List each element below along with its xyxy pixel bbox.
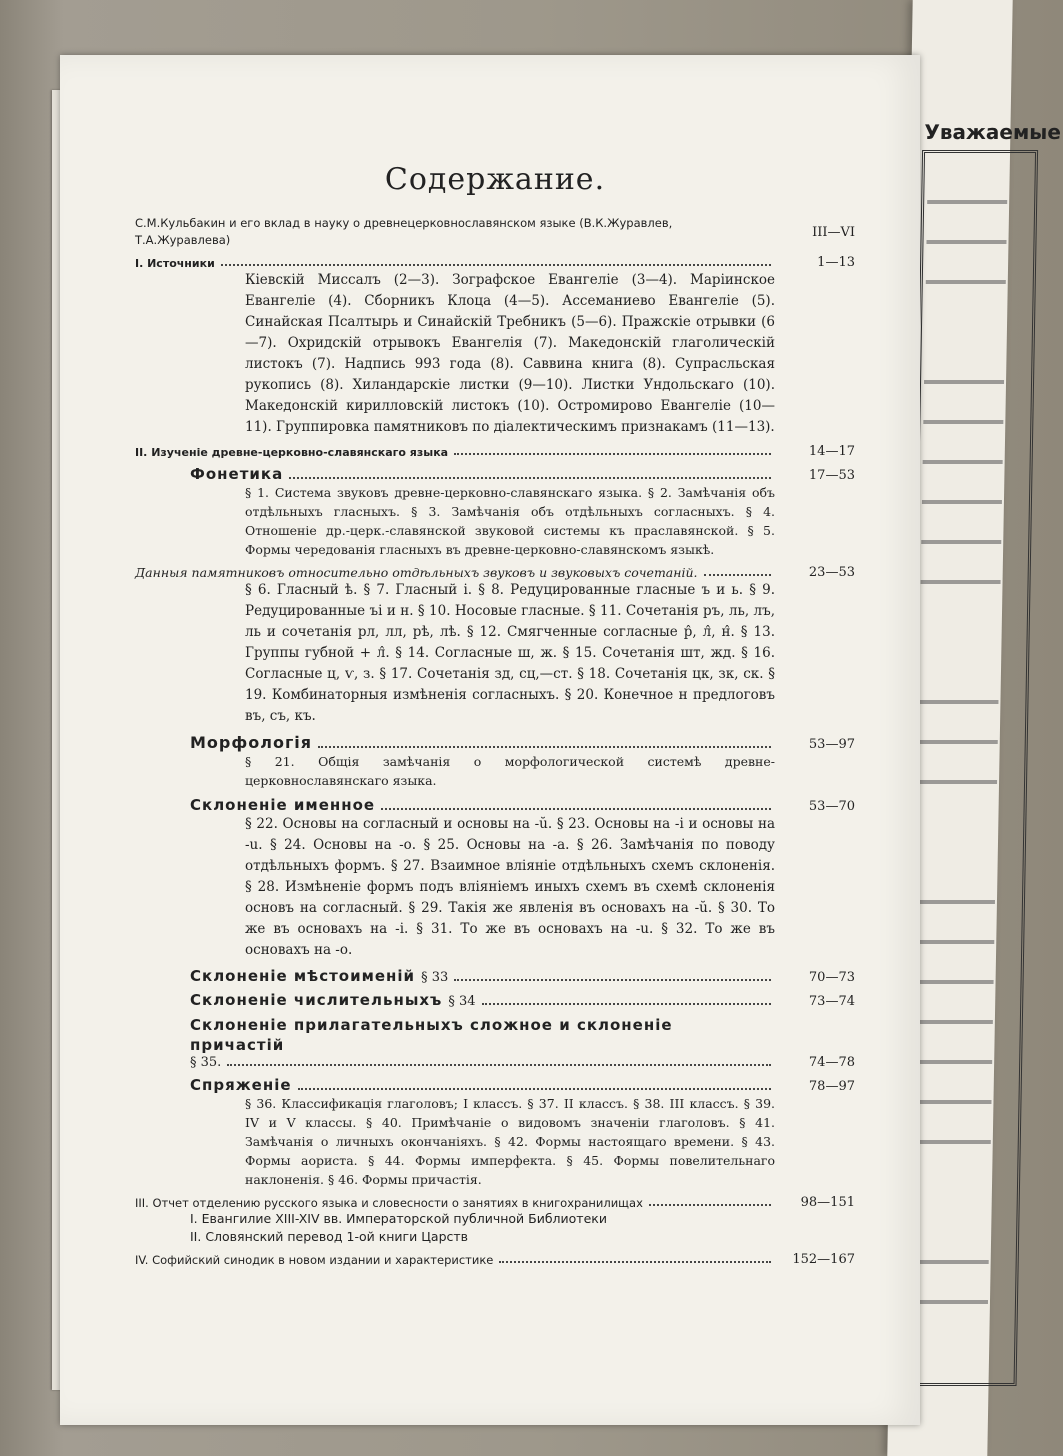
toc-entry-conjugation [135,1076,855,1189]
toc-entry-label: С.М.Кульбакин и его вклад в науку о древнецерковнославянском языке (В.К.Журавлев, Т.А.Журавлева) [135,216,673,247]
adjacent-text-line [914,980,994,984]
dot-leader [454,453,771,455]
toc-entry-label: III. Отчет отделению русского языка и словесности о занятиях в книгохранилищах [135,1196,643,1210]
adjacent-text-line [913,1020,993,1024]
toc-entry-description: § 21. Общія замѣчанія о морфологической системѣ древне-церковнославянскаго языка. [245,754,775,788]
toc-entry-pages: 1—13 [817,255,855,270]
toc-entry-description: § 1. Система звуковъ древне-церковно-славянскаго языка. § 2. Замѣчанія объ отдѣльныхъ гласныхъ. § 3. Замѣчанія объ отдѣльныхъ согласныхъ. § 4. Отношеніе др.-церк.-славянской звуковой системы къ праславянской. § 5. Формы чередованія гласныхъ въ древне-церковно-славянскомъ языкѣ. [245,485,775,557]
toc-entry-part1 [135,255,855,438]
toc-entry-pages: 14—17 [808,444,855,459]
adjacent-text-line [918,740,998,744]
adjacent-text-line [921,540,1001,544]
toc-entry-label: Склоненіе именное [190,796,376,814]
toc-entry-pages: 53—97 [808,737,855,752]
toc-subentry: I. Евангилие XIII-XIV вв. Императорской публичной Библиотеки [190,1211,607,1226]
toc-subentry: II. Словянский перевод 1-ой книги Царств [190,1229,469,1244]
toc-entry-description: Кіевскій Миссалъ (2—3). Зографское Евангеліе (3—4). Маріинское Евангеліе (4). Сборникъ Клоца (4—5). Ассеманиево Евангеліе (5). Синайская Псалтырь и Синайскій Требникъ (5—6). Пражскіе отрывки (6—7). Охридскій отрывокъ Евангелія (7). Македонскій глаголическій листокъ (7). Надпись 993 года (8). Саввина книга (8). Супрасльская рукопись (8). Хиландарскіе листки (9—10). Листки Ундольскаго (10). Македонскій кирилловскій листокъ (10). Остромирово Евангеліе (10—11). Группировка памятниковъ по діалектическимъ признакамъ (11—13). [245,272,775,435]
toc-entry-pronoun-declension [135,967,855,985]
adjacent-text-line [918,700,998,704]
adjacent-text-line [926,280,1006,284]
dot-leader [499,1261,771,1263]
toc-entry-label: Данныя памятниковъ относительно отдѣльныхъ звуковъ и звуковыхъ сочетаній. [135,565,698,580]
toc-entry-part4 [135,1252,855,1267]
toc-entry-morphology [135,733,855,790]
toc-entry-label: I. Источники [135,257,215,270]
toc-entry-pages: III—VI [812,225,855,240]
adjacent-text-line [917,780,997,784]
adjacent-text-line [923,460,1003,464]
toc-entry-label: Морфологія [190,733,313,752]
adjacent-text-line [914,940,994,944]
toc-entry-intro [135,215,855,249]
toc-entry-label: Склоненіе числительныхъ [190,991,443,1009]
adjacent-book-frame [901,150,1039,1386]
toc-entry-pages: 78—97 [808,1079,855,1094]
toc-entry-section: § 33 [421,970,449,985]
dot-leader [221,264,771,266]
toc-entry-label: IV. Софийский синодик в новом издании и характеристике [135,1253,494,1267]
dot-leader [298,1088,771,1090]
dot-leader [318,746,771,748]
toc-entry-pages: 53—70 [808,799,855,814]
dot-leader [704,574,771,576]
adjacent-text-line [915,900,995,904]
adjacent-text-line [923,420,1003,424]
table-of-contents [135,150,855,1273]
adjacent-text-line [912,1060,992,1064]
toc-entry-label: Фонетика [190,465,284,483]
adjacent-text-line [924,380,1004,384]
dot-leader [454,979,771,981]
toc-entry-data-monuments [135,565,855,727]
dot-leader [649,1204,771,1206]
toc-entry-label: Склоненіе прилагательныхъ сложное и склоненіе причастій [190,1016,673,1054]
toc-entry-section: § 34 [448,994,476,1009]
adjacent-text-line [909,1260,989,1264]
adjacent-text-line [911,1100,991,1104]
toc-entry-part3 [135,1195,855,1246]
adjacent-text-line [921,580,1001,584]
toc-entry-section: § 35. [190,1055,222,1070]
toc-entry-pages: 98—151 [800,1195,855,1210]
dot-leader [227,1064,771,1066]
adjacent-text-line [911,1140,991,1144]
toc-entry-description: § 6. Гласный ѣ. § 7. Гласный і. § 8. Редуцированные гласные ъ и ь. § 9. Редуцированные ъі и н. § 10. Носовые гласные. § 11. Сочетанія ръ, ль, лъ, ль и сочетанія рл, лл, рѣ, лѣ. § 12. Смягченные согласные р̂, л̂, н̂. § 13. Группы губной + л̂. § 14. Согласные ш, ж. § 15. Сочетанія шт, жд. § 16. Согласные ц, ѵ, з. § 17. Сочетанія зд, сц,—ст. § 18. Сочетанія цк, зк, ск. § 19. Комбинаторныя измѣненія согласныхъ. § 20. Конечное н предлоговъ въ, съ, къ. [245,582,775,724]
dot-leader [482,1003,771,1005]
toc-entry-numeral-declension [135,991,855,1009]
dot-leader [381,808,771,810]
page-title: Содержание. [384,162,606,197]
adjacent-book-heading: Уважаемые [924,120,1062,144]
toc-entry-pages: 70—73 [808,970,855,985]
toc-entry-label: Спряженіе [190,1076,292,1094]
toc-entry-description: § 36. Классификація глаголовъ; I классъ. § 37. II классъ. § 38. III классъ. § 39. IV и V классы. § 40. Примѣчаніе о видовомъ значеніи глаголовъ. § 41. Замѣчанія о личныхъ окончаніяхъ. § 42. Формы настоящаго времени. § 43. Формы аориста. § 44. Формы имперфекта. § 45. Формы повелительнаго наклоненія. § 46. Формы причастія. [245,1096,775,1187]
toc-entry-pages: 23—53 [808,565,855,580]
toc-entry-noun-declension [135,796,855,961]
toc-entry-description: § 22. Основы на согласный и основы на -ŭ. § 23. Основы на -і и основы на -u. § 24. Основы на -о. § 25. Основы на -а. § 26. Замѣчанія по поводу отдѣльныхъ формъ. § 27. Взаимное вліяніе отдѣльныхъ схемъ склоненія. § 28. Измѣненіе формъ подъ вліяніемъ иныхъ схемъ въ схемѣ склоненія основъ на согласный. § 29. Такія же явленія въ основахъ на -ŭ. § 30. То же въ основахъ на -і. § 31. То же въ основахъ на -u. § 32. То же въ основахъ на -о. [245,816,775,958]
adjacent-text-line [922,500,1002,504]
toc-entry-adjective-declension [135,1015,855,1070]
dot-leader [289,477,771,479]
toc-entry-phonetics [135,465,855,559]
toc-entry-pages: 152—167 [792,1252,855,1267]
toc-entry-pages: 74—78 [808,1055,855,1070]
toc-entry-pages: 17—53 [808,468,855,483]
toc-entry-part2 [135,444,855,459]
toc-entry-label: Склоненіе мѣстоименій [190,967,416,985]
adjacent-text-line [927,200,1007,204]
toc-entry-label: II. Изученіе древне-церковно-славянскаго языка [135,446,449,459]
adjacent-text-line [926,240,1006,244]
toc-entry-pages: 73—74 [808,994,855,1009]
